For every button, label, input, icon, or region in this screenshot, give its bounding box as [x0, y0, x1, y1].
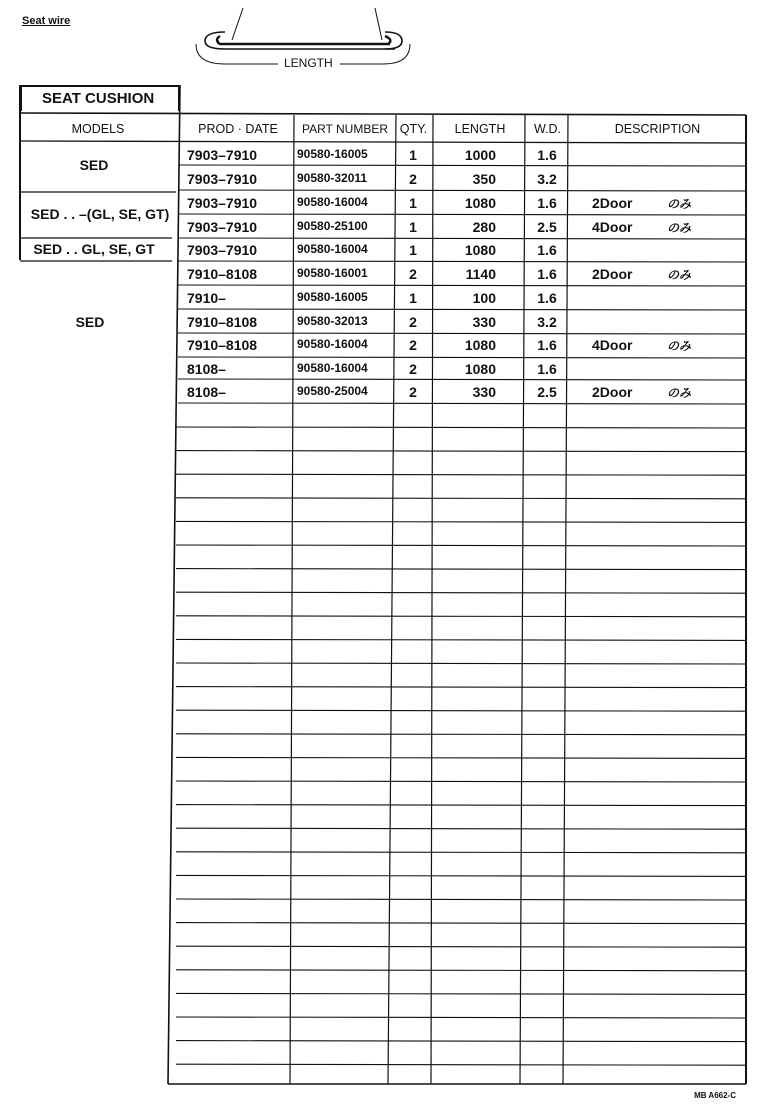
- qty-cell: 1: [409, 147, 417, 163]
- header-description: DESCRIPTION: [614, 122, 701, 136]
- grid-line: [176, 663, 746, 664]
- prod-date-cell: 7910–8108: [187, 314, 258, 330]
- grid-line: [178, 165, 746, 166]
- grid-line: [178, 357, 746, 358]
- grid-line: [176, 710, 746, 711]
- qty-cell: 2: [409, 361, 417, 377]
- part-number-cell: 90580-16004: [297, 361, 368, 375]
- part-number-cell: 90580-16001: [297, 266, 368, 280]
- length-cell: 1140: [465, 266, 496, 282]
- description-door-cell: 4Door: [592, 337, 633, 353]
- description-door-cell: 2Door: [592, 195, 633, 211]
- grid-line: [388, 115, 396, 1084]
- grid-line: [178, 285, 746, 286]
- grid-line: [176, 734, 746, 735]
- description-note-cell: のみ: [667, 386, 692, 400]
- length-label: LENGTH: [284, 56, 333, 70]
- grid-line: [176, 498, 746, 499]
- grid-line: [176, 687, 746, 688]
- grid-line: [176, 427, 746, 428]
- grid-line: [178, 214, 746, 215]
- grid-line: [178, 261, 746, 262]
- qty-cell: 1: [409, 242, 417, 258]
- wd-cell: 1.6: [537, 147, 557, 163]
- part-number-cell: 90580-32011: [297, 171, 368, 185]
- part-number-cell: 90580-25004: [297, 384, 368, 398]
- grid-line: [176, 899, 746, 900]
- grid-line: [563, 115, 568, 1084]
- prod-date-cell: 7910–8108: [187, 266, 258, 282]
- part-number-cell: 90580-32013: [297, 314, 368, 328]
- page-label: Seat wire: [22, 15, 71, 27]
- qty-cell: 1: [409, 290, 417, 306]
- length-cell: 1080: [464, 242, 496, 258]
- grid-line: [176, 545, 746, 546]
- header-length: LENGTH: [454, 122, 506, 136]
- wd-cell: 1.6: [537, 361, 557, 377]
- grid-line: [176, 1041, 746, 1042]
- model-group-1: SED: [79, 157, 109, 173]
- grid-line: [176, 592, 746, 593]
- grid-line: [178, 238, 746, 239]
- length-cell: 330: [472, 384, 496, 400]
- wd-cell: 1.6: [537, 242, 557, 258]
- grid-line: [176, 946, 746, 947]
- qty-cell: 2: [409, 337, 417, 353]
- wd-cell: 1.6: [537, 195, 557, 211]
- part-number-cell: 90580-25100: [297, 219, 368, 233]
- prod-date-cell: 7903–7910: [187, 242, 258, 258]
- footer-code: MB A662-C: [694, 1091, 736, 1100]
- grid-line: [176, 970, 746, 971]
- header-wd: W.D.: [533, 122, 562, 136]
- prod-date-cell: 8108–: [187, 361, 226, 377]
- part-number-cell: 90580-16005: [297, 147, 368, 161]
- grid-line: [176, 569, 746, 570]
- description-door-cell: 2Door: [592, 266, 633, 282]
- prod-date-cell: 7903–7910: [187, 171, 258, 187]
- grid-line: [176, 852, 746, 853]
- grid-line: [178, 309, 746, 310]
- grid-line: [176, 639, 746, 640]
- length-cell: 100: [472, 290, 496, 306]
- model-group-2: SED . . –(GL, SE, GT): [30, 206, 170, 222]
- grid-line: [431, 115, 433, 1084]
- qty-cell: 2: [409, 314, 417, 330]
- header-part-number: PART NUMBER: [301, 122, 388, 136]
- part-number-cell: 90580-16004: [297, 337, 368, 351]
- qty-cell: 2: [409, 384, 417, 400]
- prod-date-cell: 7903–7910: [187, 219, 258, 235]
- qty-cell: 2: [409, 266, 417, 282]
- grid-line: [20, 113, 746, 115]
- grid-line: [176, 451, 746, 452]
- part-number-cell: 90580-16004: [297, 195, 368, 209]
- length-cell: 1080: [464, 361, 496, 377]
- grid-line: [176, 521, 746, 522]
- section-title: SEAT CUSHION: [20, 85, 180, 111]
- description-note-cell: のみ: [667, 339, 692, 353]
- grid-line: [178, 190, 746, 191]
- wd-cell: 1.6: [537, 290, 557, 306]
- grid-line: [168, 85, 180, 1084]
- grid-line: [176, 805, 746, 806]
- length-cell: 1000: [464, 147, 496, 163]
- wd-cell: 3.2: [537, 171, 557, 187]
- grid-line: [176, 1017, 746, 1018]
- grid-line: [176, 616, 746, 617]
- qty-cell: 1: [409, 195, 417, 211]
- header-prod-date: PROD · DATE: [198, 122, 278, 136]
- header-models: MODELS: [71, 122, 125, 136]
- wd-cell: 1.6: [537, 337, 557, 353]
- description-door-cell: 2Door: [592, 384, 633, 400]
- grid-line: [176, 875, 746, 876]
- wd-cell: 2.5: [537, 219, 557, 235]
- part-number-cell: 90580-16004: [297, 242, 368, 256]
- grid-line: [178, 333, 746, 334]
- description-note-cell: のみ: [667, 197, 692, 211]
- prod-date-cell: 7910–: [187, 290, 226, 306]
- qty-cell: 2: [409, 171, 417, 187]
- description-door-cell: 4Door: [592, 219, 633, 235]
- length-cell: 1080: [464, 195, 496, 211]
- length-cell: 1080: [464, 337, 496, 353]
- header-qty: QTY.: [399, 122, 428, 136]
- description-note-cell: のみ: [667, 221, 692, 235]
- length-cell: 280: [472, 219, 496, 235]
- prod-date-cell: 8108–: [187, 384, 226, 400]
- qty-cell: 1: [409, 219, 417, 235]
- grid-line: [176, 757, 746, 758]
- wd-cell: 2.5: [537, 384, 557, 400]
- prod-date-cell: 7903–7910: [187, 195, 258, 211]
- part-number-cell: 90580-16005: [297, 290, 368, 304]
- prod-date-cell: 7903–7910: [187, 147, 258, 163]
- grid-line: [290, 115, 294, 1084]
- grid-line: [176, 781, 746, 782]
- model-group-4: SED: [75, 314, 105, 330]
- wd-cell: 3.2: [537, 314, 557, 330]
- grid-line: [176, 1064, 746, 1065]
- grid-line: [178, 403, 746, 404]
- length-cell: 350: [472, 171, 496, 187]
- grid-line: [176, 828, 746, 829]
- prod-date-cell: 7910–8108: [187, 337, 258, 353]
- wd-cell: 1.6: [537, 266, 557, 282]
- model-group-3: SED . . GL, SE, GT: [33, 241, 155, 257]
- grid-line: [176, 474, 746, 475]
- grid-line: [176, 923, 746, 924]
- grid-line: [178, 379, 746, 380]
- grid-line: [176, 993, 746, 994]
- description-note-cell: のみ: [667, 268, 692, 282]
- length-cell: 330: [472, 314, 496, 330]
- grid-line: [520, 115, 525, 1084]
